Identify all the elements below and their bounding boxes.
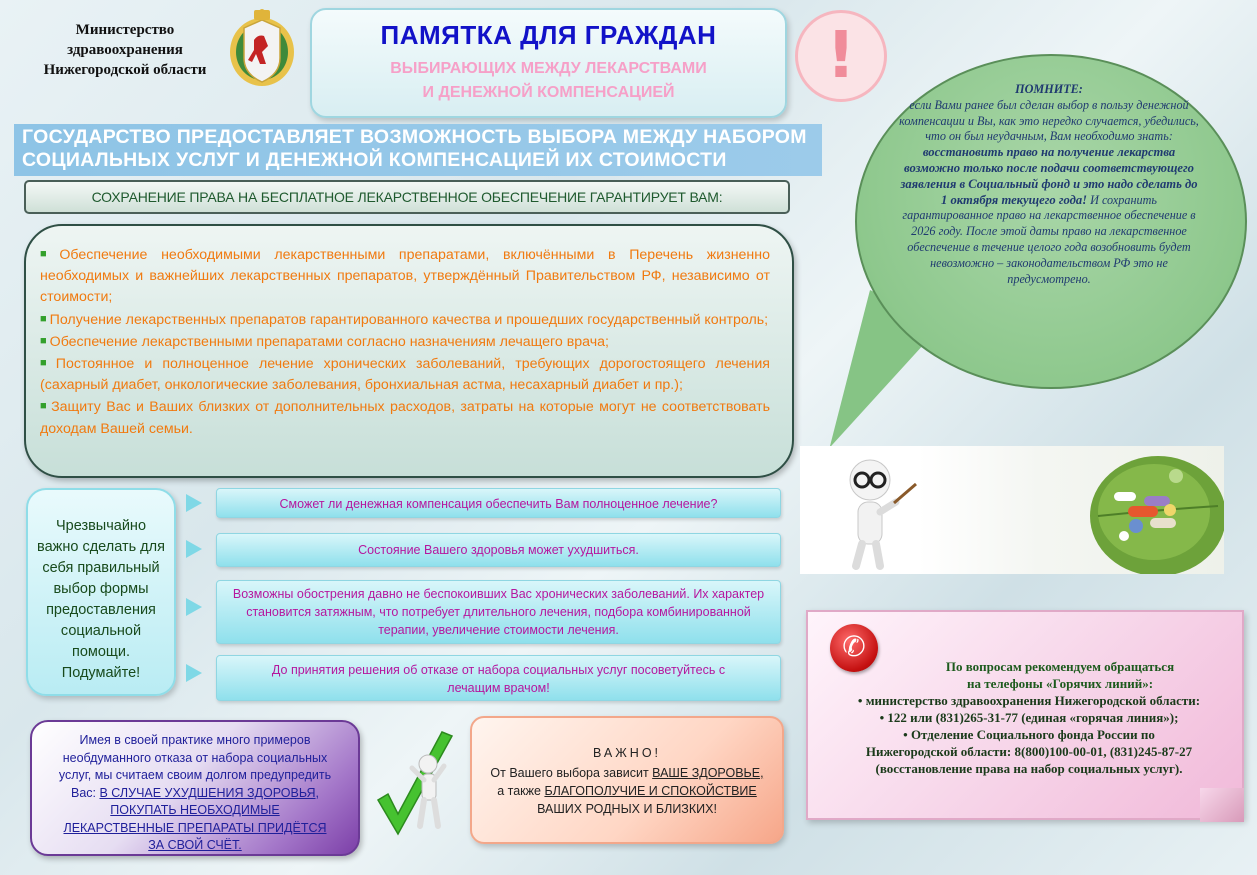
ministry-name-line1: Министерство здравоохранения	[67, 22, 183, 58]
ministry-name	[20, 20, 230, 80]
question-box: До принятия решения об отказе от набора социальных услуг посоветуйтесь с лечащим врачом!	[216, 655, 781, 701]
list-item: ■ Обеспечение лекарственными препаратами согласно назначениям лечащего врача;	[40, 333, 609, 350]
purple-warning-box: Имея в своей практике много примеров необдуманного отказа от набора социальных услуг, мы считаем своим долгом предупредить Вас: В СЛУЧАЕ УХУДШЕНИЯ ЗДОРОВЬЯ, ПОКУПАТЬ НЕОБХОДИМЫЕ ЛЕКАРСТВЕННЫЕ ПРЕПАРАТЫ ПРИДЁТСЯ ЗА СВОЙ СЧЁТ.	[30, 720, 360, 856]
title-box	[310, 8, 787, 118]
pointing-figure-icon	[800, 446, 918, 574]
exclamation-mark: !	[826, 19, 856, 93]
bullet-icon: ■	[40, 400, 49, 413]
pills-on-leaf-image	[918, 446, 1224, 574]
coat-of-arms-icon	[226, 6, 298, 90]
important-box: ВАЖНО! От Вашего выбора зависит ВАШЕ ЗДОРОВЬЕ, а также БЛАГОПОЛУЧИЕ И СПОКОЙСТВИЕ ВАШИХ РОДНЫХ И БЛИЗКИХ!	[470, 716, 784, 844]
bullet-icon: ■	[40, 357, 53, 370]
banner-line1: ГОСУДАРСТВО ПРЕДОСТАВЛЯЕТ ВОЗМОЖНОСТЬ ВЫБОРА МЕЖДУ НАБОРОМ	[22, 126, 807, 148]
choice-advice-box: Чрезвычайно важно сделать для себя правильный выбор формы предоставления социальной помощи. Подумайте!	[26, 488, 176, 696]
hotline-box: По вопросам рекомендуем обращаться на телефоны «Горячих линий»: • министерство здравоохранения Нижегородской области: • 122 или (831)265-31-77 (единая «горячая линия»); • Отделение Социального фонда России по Нижегородской области: 8(800)100-00-01, (831)245-87-27 (восстановление права на набор социальных услуг).	[806, 610, 1244, 820]
list-item: ■ Постоянное и полноценное лечение хронических заболеваний, требующих дорогостоящего лечения (сахарный диабет, онкологические заболевания, бронхиальная астма, несахарный диабет и пр.);	[40, 356, 770, 394]
reminder-text: ПОМНИТЕ: если Вами ранее был сделан выбор в пользу денежной компенсации и Вы, как это нередко случается, убедились, что он был неудачным, Вам необходимо знать: восстановить право на получение лекарства возможно только после подачи соответствующего заявления в Социальный фонд и это надо сделать до 1 октября текущего года! И сохранить гарантированное право на лекарственное обеспечение в 2026 году. После этой даты право на лекарственное обеспечение в течение целого года возобновить будет невозможно – законодательством РФ это не предусмотрено.	[896, 82, 1202, 287]
important-heading: ВАЖНО!	[592, 746, 662, 760]
hotline-fund: • Отделение Социального фонда России по	[903, 727, 1155, 742]
page-curl	[1200, 788, 1244, 822]
page-subtitle	[312, 57, 785, 105]
arrow-right-icon	[186, 598, 202, 616]
arrow-right-icon	[186, 664, 202, 682]
question-box: Состояние Вашего здоровья может ухудшиться.	[216, 533, 781, 567]
ministry-name-line2: Нижегородской области	[43, 62, 207, 78]
arrow-right-icon	[186, 540, 202, 558]
exclamation-icon	[795, 10, 887, 102]
phone-icon: ✆	[830, 624, 878, 672]
rights-list	[24, 224, 794, 478]
list-item: ■ Обеспечение необходимыми лекарственными препаратами, включёнными в Перечень жизненно необходимых и важнейших лекарственных препаратов, утверждённый Правительством РФ, независимо от стоимости;	[40, 247, 770, 306]
page-title: ПАМЯТКА ДЛЯ ГРАЖДАН	[380, 20, 717, 50]
bullet-icon: ■	[40, 248, 57, 260]
reminder-title: ПОМНИТЕ:	[1015, 82, 1083, 96]
list-item: ■ Защиту Вас и Ваших близких от дополнительных расходов, затраты на которые могут не соответствовать доходам Вашей семьи.	[40, 399, 770, 437]
hotline-ministry-phones: • 122 или (831)265-31-77 (единая «горячая линия»);	[879, 710, 1179, 725]
hotline-fund-phones: Нижегородской области: 8(800)100-00-01, (831)245-87-27	[865, 744, 1193, 759]
subtitle-line2: И ДЕНЕЖНОЙ КОМПЕНСАЦИЕЙ	[422, 84, 675, 101]
subtitle-line1: ВЫБИРАЮЩИХ МЕЖДУ ЛЕКАРСТВАМИ	[390, 60, 707, 77]
hotline-fund-note: (восстановление права на набор социальных услуг).	[875, 761, 1183, 776]
bullet-icon: ■	[40, 334, 47, 347]
bullet-icon: ■	[40, 312, 47, 325]
main-banner	[14, 124, 822, 176]
question-box: Сможет ли денежная компенсация обеспечить Вам полноценное лечение?	[216, 488, 781, 518]
banner-line2: СОЦИАЛЬНЫХ УСЛУГ И ДЕНЕЖНОЙ КОМПЕНСАЦИЕЙ ИХ СТОИМОСТИ	[22, 149, 727, 171]
question-box: Возможны обострения давно не беспокоивших Вас хронических заболеваний. Их характер становится затяжным, что потребует длительного лечения, подбора комбинированной терапии, увеличение стоимости лечения.	[216, 580, 781, 644]
guarantee-heading: СОХРАНЕНИЕ ПРАВА НА БЕСПЛАТНОЕ ЛЕКАРСТВЕННОЕ ОБЕСПЕЧЕНИЕ ГАРАНТИРУЕТ ВАМ:	[24, 180, 790, 214]
hotline-ministry: • министерство здравоохранения Нижегородской области:	[857, 693, 1201, 708]
checkmark-figure-icon	[372, 730, 464, 842]
arrow-right-icon	[186, 494, 202, 512]
list-item: ■ Получение лекарственных препаратов гарантированного качества и прошедших государственный контроль;	[40, 311, 769, 328]
